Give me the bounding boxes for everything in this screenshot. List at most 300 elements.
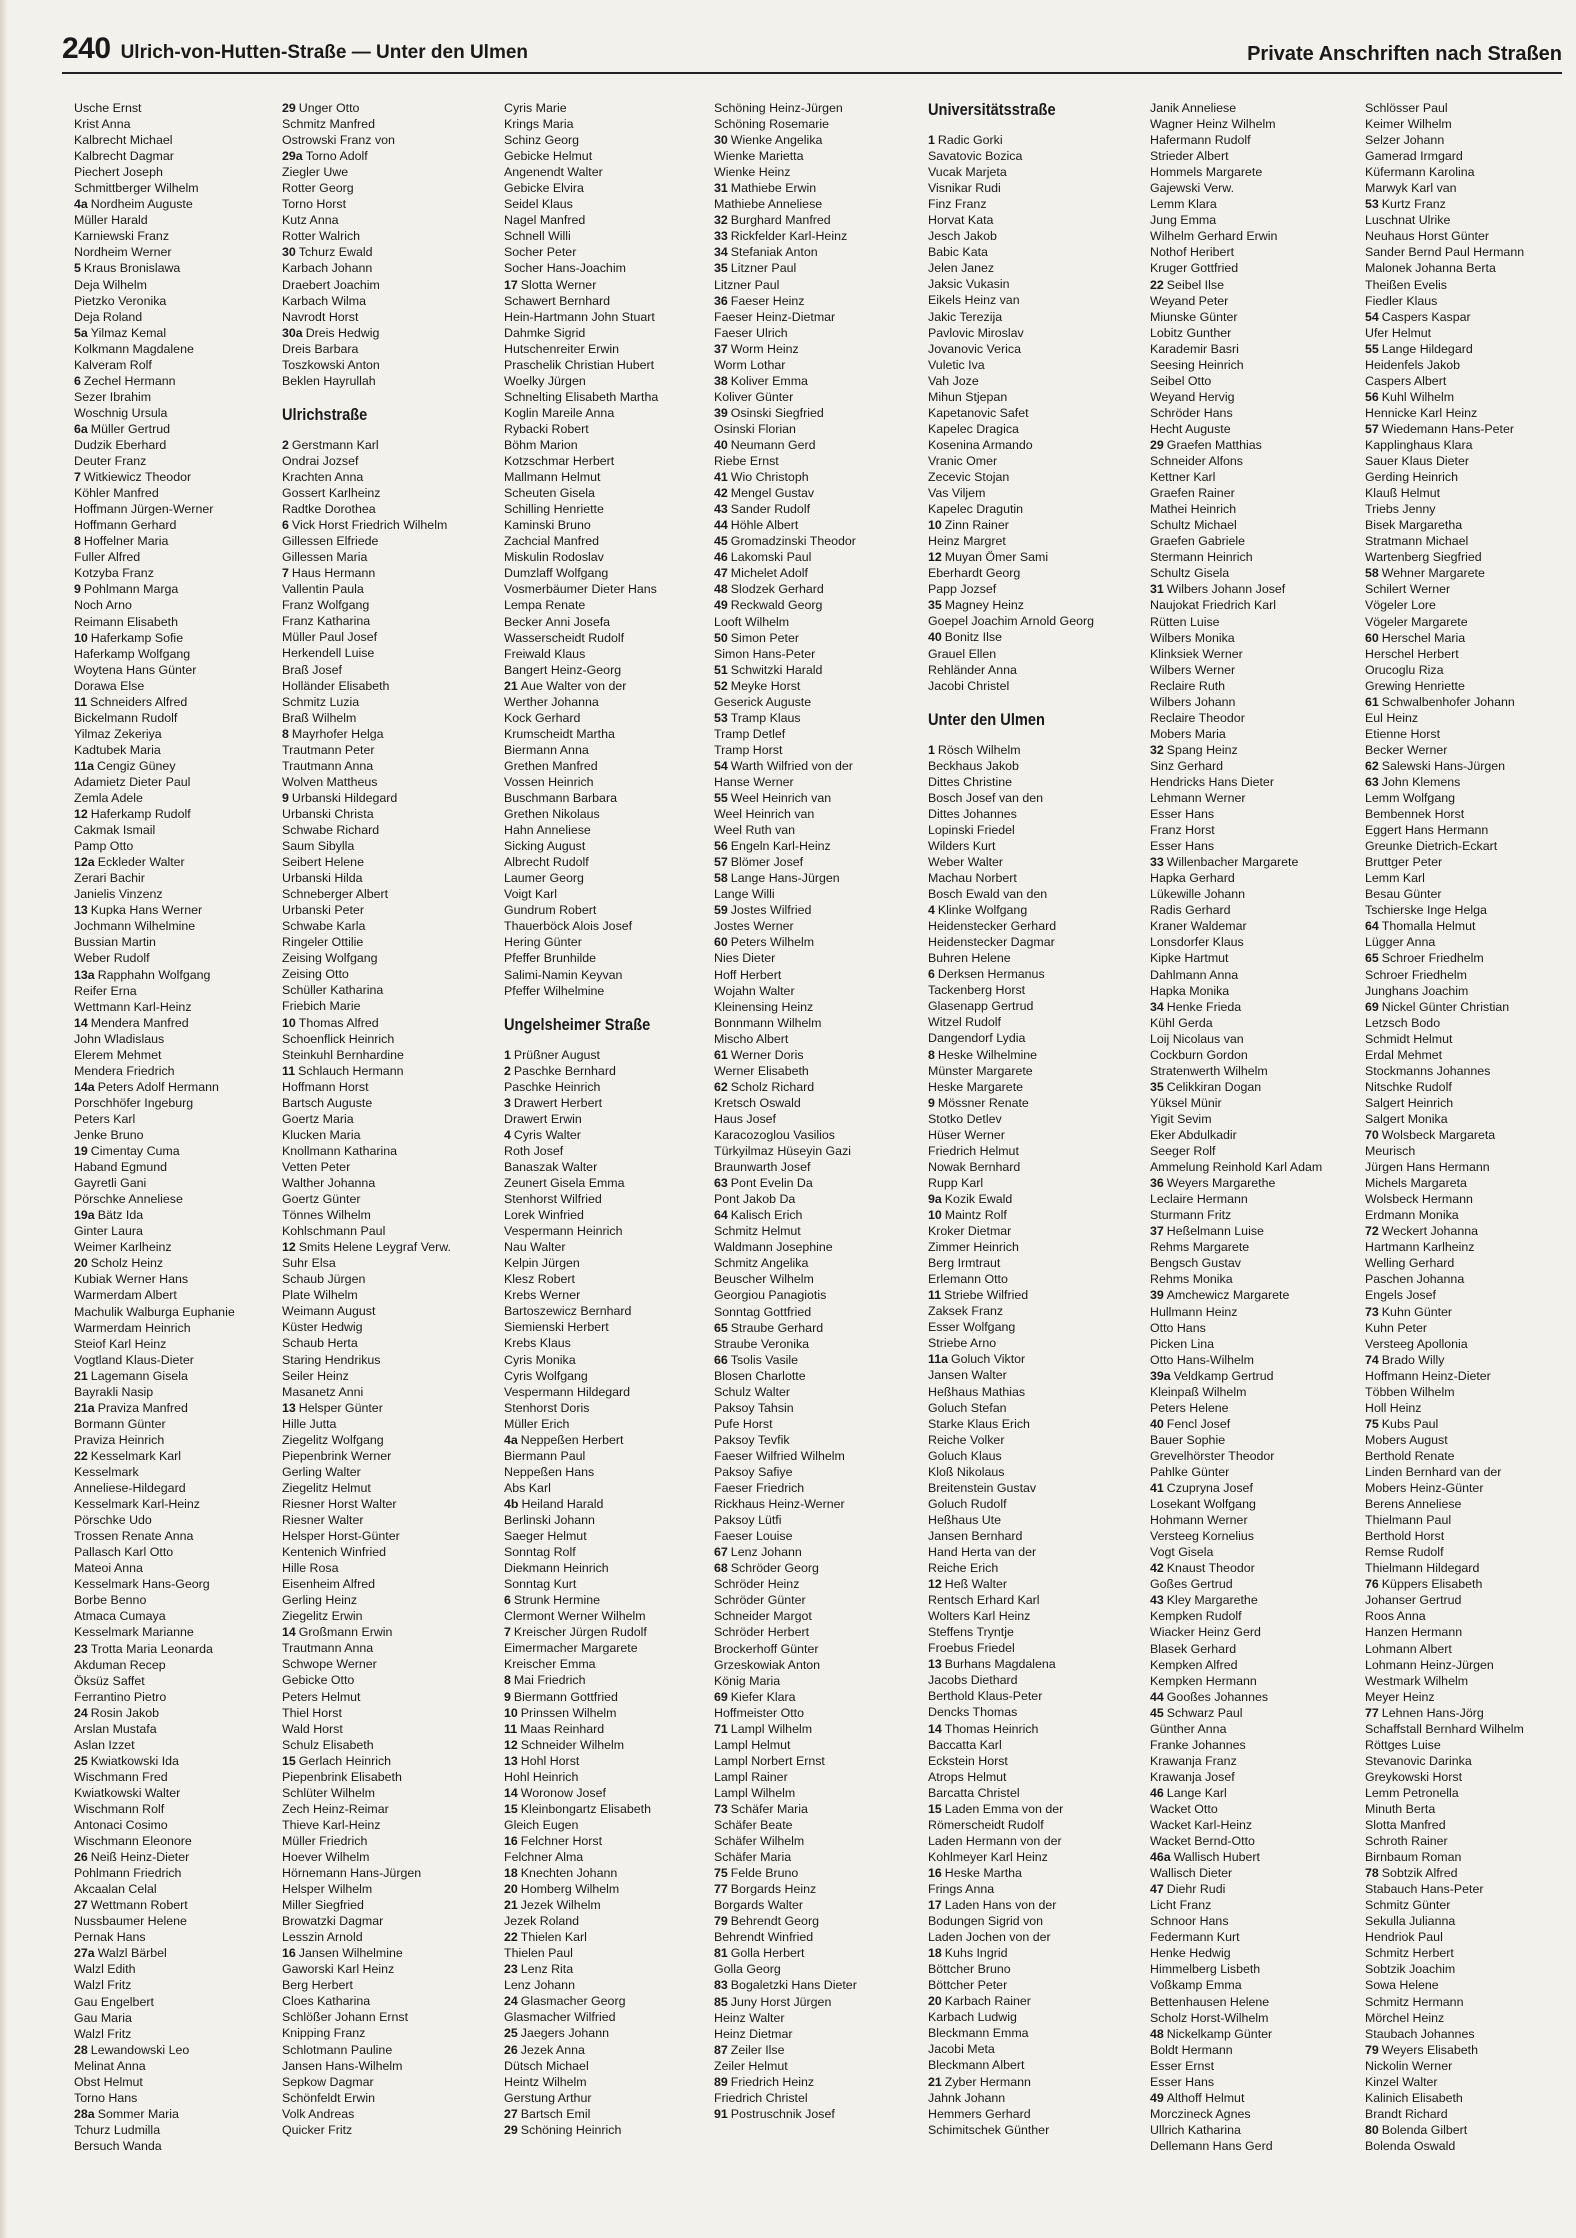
resident-name: Riesner Walter <box>282 1512 364 1527</box>
resident-name: Caspers Kaspar <box>1381 309 1471 324</box>
resident-name: Schöning Heinz-Jürgen <box>714 101 843 115</box>
resident-name: Schmitz Herbert <box>1365 1946 1454 1961</box>
resident-name: Klauß Helmut <box>1365 486 1441 501</box>
resident-entry <box>1150 2138 1362 2154</box>
resident-name: Weimann August <box>282 1304 376 1319</box>
resident-name: Burhans Magdalena <box>944 1657 1056 1672</box>
resident-entry <box>74 854 286 870</box>
resident-entry <box>1150 565 1362 581</box>
house-number: 11 <box>282 1063 296 1078</box>
resident-entry <box>1150 485 1362 501</box>
resident-entry <box>74 1817 286 1833</box>
resident-name: Kentenich Winfried <box>282 1545 386 1560</box>
resident-entry <box>1150 662 1362 678</box>
resident-name: Waldmann Josephine <box>714 1240 833 1255</box>
resident-name: Schulz Elisabeth <box>282 1737 374 1752</box>
resident-name: Bartsch Emil <box>520 2106 591 2121</box>
resident-entry <box>1365 1127 1576 1143</box>
resident-entry <box>74 1287 286 1303</box>
resident-entry <box>282 373 494 389</box>
resident-entry <box>714 902 926 918</box>
resident-entry <box>1150 1271 1362 1287</box>
resident-entry <box>1365 1047 1576 1063</box>
resident-name: Lehnen Hans-Jörg <box>1381 1705 1484 1720</box>
resident-name: Klesz Robert <box>504 1272 575 1287</box>
resident-entry <box>1150 1560 1362 1576</box>
resident-name: Kalisch Erich <box>730 1208 803 1223</box>
resident-name: Slodzek Gerhard <box>730 582 824 597</box>
resident-entry <box>928 1432 1140 1448</box>
resident-name: Franz Wolfgang <box>282 598 370 613</box>
resident-entry <box>714 1913 926 1929</box>
resident-name: Zech Heinz-Reimar <box>282 1801 389 1816</box>
house-number: 37 <box>1150 1224 1164 1239</box>
resident-entry <box>74 1255 286 1271</box>
resident-entry <box>1365 373 1576 389</box>
resident-entry <box>74 341 286 357</box>
house-number: 16 <box>928 1865 942 1880</box>
resident-name: Böttcher Bruno <box>928 1962 1011 1977</box>
resident-entry <box>504 2009 716 2025</box>
resident-entry <box>928 1897 1140 1913</box>
resident-entry <box>282 966 494 982</box>
resident-name: Rickhaus Heinz-Werner <box>714 1497 845 1512</box>
resident-name: Bettenhausen Helene <box>1150 1994 1270 2009</box>
resident-entry <box>504 1961 716 1977</box>
resident-name: Küppers Elisabeth <box>1381 1577 1483 1592</box>
resident-entry <box>1150 1159 1362 1175</box>
house-number: 63 <box>714 1176 728 1191</box>
resident-entry <box>1365 630 1576 646</box>
resident-name: Cockburn Gordon <box>1150 1047 1248 1062</box>
resident-entry <box>282 517 494 533</box>
house-number: 25 <box>504 2026 518 2041</box>
resident-name: Praviza Manfred <box>97 1400 188 1415</box>
resident-entry <box>1150 228 1362 244</box>
resident-name: Walzl Bärbel <box>97 1946 167 1961</box>
resident-name: Trotta Maria Leonarda <box>90 1641 213 1656</box>
resident-name: Rotter Walrich <box>282 229 361 244</box>
resident-entry <box>504 293 716 309</box>
resident-entry <box>74 421 286 437</box>
resident-name: Urbanski Hilda <box>282 871 363 886</box>
resident-name: Jung Emma <box>1150 213 1217 228</box>
resident-name: Tchurz Ewald <box>298 245 373 260</box>
resident-name: Tsolis Vasile <box>730 1352 799 1367</box>
resident-entry <box>1150 1255 1362 1271</box>
resident-name: Haus Hermann <box>291 566 376 581</box>
resident-entry <box>1150 196 1362 212</box>
resident-entry <box>74 228 286 244</box>
resident-name: Wacket Karl-Heinz <box>1150 1818 1253 1833</box>
resident-name: Grewing Henriette <box>1365 678 1465 693</box>
resident-entry <box>1365 2026 1576 2042</box>
house-number: 39 <box>1150 1288 1164 1303</box>
resident-entry <box>1150 1592 1362 1608</box>
resident-entry <box>282 694 494 710</box>
resident-name: Machau Norbert <box>928 871 1017 886</box>
resident-name: Paksoy Lütfi <box>714 1513 782 1528</box>
resident-name: Lange Karl <box>1166 1785 1227 1800</box>
resident-name: Seesing Heinrich <box>1150 357 1244 372</box>
resident-name: Jansen Wilhelmine <box>298 1946 403 1961</box>
resident-entry <box>504 726 716 742</box>
resident-entry <box>74 918 286 934</box>
resident-entry <box>1150 1528 1362 1544</box>
resident-name: Schwalbenhofer Johann <box>1381 694 1515 709</box>
resident-entry <box>282 1335 494 1351</box>
resident-entry <box>282 1400 494 1416</box>
resident-entry <box>1150 100 1362 116</box>
resident-name: Prüßner August <box>513 1047 600 1062</box>
resident-entry <box>74 437 286 453</box>
resident-entry <box>504 565 716 581</box>
resident-name: Radic Gorki <box>937 133 1003 147</box>
resident-entry <box>74 1769 286 1785</box>
resident-name: Dahmke Sigrid <box>504 325 586 340</box>
resident-entry <box>928 646 1140 662</box>
resident-name: Knaust Theodor <box>1166 1561 1255 1576</box>
resident-name: Ringeler Ottilie <box>282 935 364 950</box>
resident-entry <box>282 2090 494 2106</box>
resident-name: Hartmann Karlheinz <box>1365 1240 1475 1255</box>
resident-entry <box>504 1993 716 2009</box>
resident-name: Jenke Bruno <box>74 1128 144 1142</box>
resident-name: Zyber Hermann <box>944 2074 1031 2089</box>
resident-name: Krawanja Franz <box>1150 1753 1237 1768</box>
house-number: 5 <box>74 261 81 276</box>
resident-name: Neumann Gerd <box>730 437 816 452</box>
house-number: 14 <box>74 1015 88 1030</box>
resident-name: Welling Gerhard <box>1365 1256 1455 1271</box>
house-number: 61 <box>714 1047 728 1062</box>
resident-name: Vallentin Paula <box>282 582 364 597</box>
resident-name: Gerstmann Karl <box>291 437 379 452</box>
resident-name: Kwiatkowski Walter <box>74 1785 181 1800</box>
resident-name: Kelpin Jürgen <box>504 1256 580 1271</box>
resident-name: Naujokat Friedrich Karl <box>1150 598 1277 613</box>
house-number: 22 <box>74 1448 88 1463</box>
resident-entry <box>1365 758 1576 774</box>
resident-entry <box>74 309 286 325</box>
resident-entry <box>282 2058 494 2074</box>
resident-entry <box>74 533 286 549</box>
house-number: 14 <box>282 1625 296 1640</box>
resident-name: Stermann Heinrich <box>1150 550 1253 565</box>
resident-entry <box>282 325 494 341</box>
resident-name: Stabauch Hans-Peter <box>1365 1882 1484 1897</box>
resident-name: Hoff Herbert <box>714 967 782 982</box>
resident-name: Stratmann Michael <box>1365 534 1469 549</box>
resident-name: Aue Walter von der <box>520 678 627 693</box>
house-number: 75 <box>1365 1416 1379 1431</box>
resident-name: Mörchel Heinz <box>1365 2010 1445 2025</box>
resident-entry <box>714 1721 926 1737</box>
resident-name: Gerling Walter <box>282 1464 361 1479</box>
resident-entry <box>282 228 494 244</box>
resident-entry <box>1365 148 1576 164</box>
resident-name: Salewski Hans-Jürgen <box>1381 758 1506 773</box>
resident-name: Wilbers Johann Josef <box>1166 582 1286 597</box>
resident-entry <box>504 822 716 838</box>
house-number: 66 <box>714 1352 728 1367</box>
resident-entry <box>714 1576 926 1592</box>
resident-entry <box>1365 1689 1576 1705</box>
resident-name: König Maria <box>714 1673 781 1688</box>
resident-name: Juny Horst Jürgen <box>730 1994 832 2009</box>
resident-name: Urbanski Christa <box>282 806 374 821</box>
resident-entry <box>282 1721 494 1737</box>
resident-entry <box>282 613 494 629</box>
resident-entry <box>282 244 494 260</box>
resident-name: Schmittberger Wilhelm <box>74 181 199 196</box>
resident-entry <box>1365 421 1576 437</box>
resident-name: Diehr Rudi <box>1166 1882 1226 1897</box>
house-number: 21 <box>504 678 518 693</box>
resident-name: Walther Johanna <box>282 1176 376 1190</box>
resident-name: Heßelmann Luise <box>1166 1224 1264 1239</box>
resident-name: Weyand Hervig <box>1150 389 1235 404</box>
resident-entry <box>1365 453 1576 469</box>
resident-name: Schwabe Karla <box>282 919 366 934</box>
resident-name: Volk Andreas <box>282 2106 355 2121</box>
resident-entry <box>714 1239 926 1255</box>
resident-entry <box>714 886 926 902</box>
resident-entry <box>282 1608 494 1624</box>
resident-entry <box>504 485 716 501</box>
resident-name: Reifer Erna <box>74 983 137 998</box>
resident-name: Cimentay Cuma <box>90 1144 180 1159</box>
resident-name: Mendera Friedrich <box>74 1063 175 1078</box>
resident-entry <box>282 1047 494 1063</box>
resident-entry <box>74 2026 286 2042</box>
resident-entry <box>74 1737 286 1753</box>
resident-entry <box>714 325 926 341</box>
resident-entry <box>714 1801 926 1817</box>
resident-name: Maas Reinhard <box>520 1721 605 1736</box>
resident-entry <box>504 1416 716 1432</box>
resident-entry <box>504 694 716 710</box>
resident-entry <box>282 469 494 485</box>
resident-name: Helsper Günter <box>298 1400 383 1415</box>
resident-name: Heintz Wilhelm <box>504 2074 587 2089</box>
resident-name: Geserick Auguste <box>714 694 812 709</box>
resident-name: Akduman Recep <box>74 1657 166 1672</box>
resident-entry <box>928 1753 1140 1769</box>
resident-name: Sonntag Gottfried <box>714 1304 812 1319</box>
resident-entry <box>1150 437 1362 453</box>
resident-entry <box>714 244 926 260</box>
resident-name: Bickelmann Rudolf <box>74 710 178 725</box>
resident-entry <box>504 1881 716 1897</box>
resident-name: Hapka Monika <box>1150 983 1230 998</box>
resident-name: Hennicke Karl Heinz <box>1365 405 1478 420</box>
resident-name: Vah Joze <box>928 373 979 388</box>
resident-entry <box>74 694 286 710</box>
resident-name: Laden Hans von der <box>944 1898 1057 1913</box>
resident-entry <box>714 421 926 437</box>
resident-entry <box>928 453 1140 469</box>
resident-entry <box>1365 1721 1576 1737</box>
resident-entry <box>1365 2010 1576 2026</box>
resident-entry <box>504 2090 716 2106</box>
resident-entry <box>714 1015 926 1031</box>
resident-entry <box>282 1063 494 1079</box>
resident-name: Rehms Margarete <box>1150 1240 1250 1255</box>
resident-name: Glasmacher Wilfried <box>504 2010 616 2025</box>
resident-name: Althoff Helmut <box>1166 2090 1245 2105</box>
resident-name: Neiß Heinz-Dieter <box>90 1850 190 1865</box>
house-number: 15 <box>504 1801 518 1816</box>
resident-name: Hafermann Rudolf <box>1150 133 1251 148</box>
resident-entry <box>74 806 286 822</box>
house-number: 24 <box>74 1705 88 1720</box>
resident-name: Felchner Horst <box>520 1833 603 1848</box>
house-number: 39 <box>714 405 728 420</box>
resident-entry <box>1150 1576 1362 1592</box>
resident-entry <box>714 1624 926 1640</box>
resident-name: Linden Bernhard van der <box>1365 1464 1502 1479</box>
resident-entry <box>714 790 926 806</box>
resident-name: Küfermann Karolina <box>1365 165 1475 180</box>
resident-name: Riesner Horst Walter <box>282 1496 397 1511</box>
resident-name: Ziegelitz Erwin <box>282 1609 363 1624</box>
house-number: 29a <box>282 149 303 164</box>
resident-name: Bengsch Gustav <box>1150 1256 1241 1271</box>
house-number: 24 <box>504 1994 518 2009</box>
resident-entry <box>1365 260 1576 276</box>
resident-name: Böttcher Peter <box>928 1978 1008 1993</box>
resident-entry <box>74 1865 286 1881</box>
resident-name: Kuhl Wilhelm <box>1381 389 1455 404</box>
resident-entry <box>928 806 1140 822</box>
resident-name: Koliver Günter <box>714 389 794 404</box>
resident-name: Kadtubek Maria <box>74 742 161 757</box>
resident-name: Gamerad Irmgard <box>1365 149 1463 164</box>
resident-name: Straube Veronika <box>714 1336 810 1351</box>
resident-name: Bogaletzki Hans Dieter <box>730 1978 857 1993</box>
house-number: 6a <box>74 421 88 436</box>
resident-name: Vogtland Klaus-Dieter <box>74 1352 194 1367</box>
resident-name: Kock Gerhard <box>504 710 581 725</box>
house-number: 20 <box>928 1994 942 2009</box>
resident-entry <box>928 1769 1140 1785</box>
resident-name: Noch Arno <box>74 598 132 613</box>
resident-entry <box>714 967 926 983</box>
resident-entry <box>928 1993 1140 2009</box>
resident-entry <box>282 742 494 758</box>
resident-name: Lampl Wilhelm <box>714 1785 796 1800</box>
resident-entry <box>282 597 494 613</box>
resident-entry <box>1150 1977 1362 1993</box>
house-number: 31 <box>1150 582 1164 597</box>
resident-name: Gooßes Johannes <box>1166 1689 1269 1704</box>
house-number: 8 <box>282 726 289 741</box>
resident-entry <box>714 357 926 373</box>
resident-entry <box>1150 2074 1362 2090</box>
resident-name: Kutz Anna <box>282 213 339 228</box>
resident-entry <box>74 485 286 501</box>
resident-entry <box>1365 469 1576 485</box>
resident-entry <box>74 1207 286 1223</box>
resident-entry <box>928 501 1140 517</box>
resident-entry <box>1150 1994 1362 2010</box>
resident-name: Karbach Ludwig <box>928 2010 1017 2025</box>
resident-name: Krings Maria <box>504 117 574 132</box>
resident-name: Klinksiek Werner <box>1150 646 1243 661</box>
resident-name: Laumer Georg <box>504 871 584 886</box>
resident-entry <box>714 1079 926 1095</box>
resident-entry <box>1365 678 1576 694</box>
resident-entry <box>504 517 716 533</box>
resident-name: Ziegelitz Wolfgang <box>282 1432 384 1447</box>
resident-entry <box>504 983 716 999</box>
resident-entry <box>504 886 716 902</box>
resident-name: Hille Jutta <box>282 1416 337 1431</box>
resident-name: Seibel Otto <box>1150 373 1212 388</box>
resident-name: Mössner Renate <box>937 1095 1029 1110</box>
resident-entry <box>1365 1608 1576 1624</box>
resident-entry <box>1150 1127 1362 1143</box>
resident-name: Faeser Wilfried Wilhelm <box>714 1448 845 1463</box>
resident-entry <box>504 1608 716 1624</box>
resident-entry <box>504 1480 716 1496</box>
resident-entry <box>1150 1368 1362 1384</box>
resident-entry <box>504 1255 716 1271</box>
resident-name: Saeger Helmut <box>504 1529 587 1544</box>
resident-entry <box>928 1672 1140 1688</box>
resident-entry <box>1365 1175 1576 1191</box>
resident-name: Seidel Klaus <box>504 197 573 212</box>
resident-name: Sinz Gerhard <box>1150 758 1224 773</box>
resident-entry <box>504 116 716 132</box>
resident-name: Kaminski Bruno <box>504 518 591 533</box>
resident-name: Ostrowski Franz von <box>282 133 395 148</box>
house-number: 43 <box>714 502 728 517</box>
resident-entry <box>504 1945 716 1961</box>
resident-entry <box>1365 1737 1576 1753</box>
resident-entry <box>1365 164 1576 180</box>
resident-entry <box>504 1865 716 1881</box>
resident-entry <box>504 1175 716 1191</box>
resident-entry <box>1365 597 1576 613</box>
resident-entry <box>1150 597 1362 613</box>
resident-entry <box>74 453 286 469</box>
resident-entry <box>504 1576 716 1592</box>
resident-name: Krebs Werner <box>504 1288 581 1303</box>
resident-name: Stratenwerth Wilhelm <box>1150 1063 1268 1078</box>
resident-entry <box>714 2074 926 2090</box>
resident-name: Warmerdam Heinrich <box>74 1320 191 1335</box>
resident-name: Schlüter Wilhelm <box>282 1785 375 1800</box>
resident-name: Schultz Michael <box>1150 518 1237 533</box>
resident-entry <box>504 421 716 437</box>
resident-name: Bartsch Auguste <box>282 1095 373 1110</box>
resident-entry <box>714 838 926 854</box>
resident-name: Riebe Ernst <box>714 454 779 469</box>
resident-entry <box>1365 646 1576 662</box>
resident-name: Wischmann Fred <box>74 1769 168 1784</box>
resident-entry <box>1365 710 1576 726</box>
resident-entry <box>714 1448 926 1464</box>
resident-name: Hullmann Heinz <box>1150 1304 1238 1319</box>
house-number: 60 <box>1365 630 1379 645</box>
resident-name: Werner Elisabeth <box>714 1063 809 1078</box>
resident-entry <box>1365 132 1576 148</box>
resident-entry <box>1365 357 1576 373</box>
resident-name: Babic Kata <box>928 245 988 260</box>
resident-name: Barcatta Christel <box>928 1785 1020 1800</box>
